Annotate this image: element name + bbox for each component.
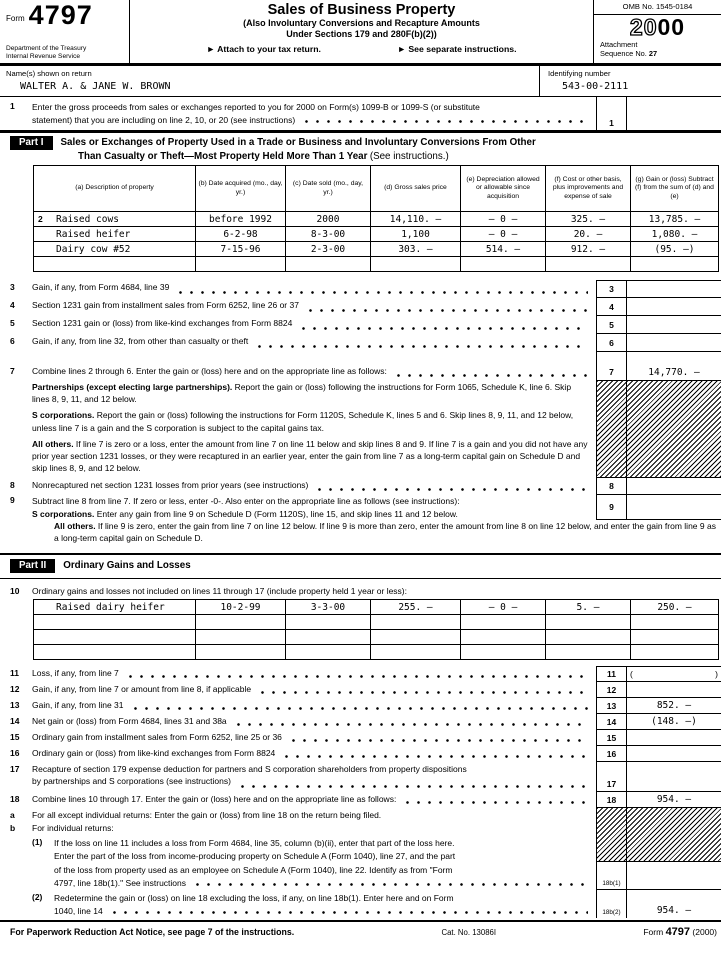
dot-leader: [237, 723, 588, 726]
line-13-row: 13 Gain, if any, from line 31 13 852. –: [0, 698, 721, 714]
line-17-text-1: Recapture of section 179 expense deduction for partners and S corporation shareholders from property dispositions: [32, 764, 467, 775]
line-15-text: Ordinary gain from installment sales from Form 6252, line 25 or 36: [32, 732, 282, 743]
dot-leader: [285, 755, 588, 758]
table-row: Raised dairy heifer 10-2-99 3-3-00 255. – – 0 – 5. – 250. –: [34, 600, 719, 615]
line-9-text: Subtract line 8 from line 7. If zero or less, enter -0-. Also enter on the appropriate line as follows (see instructions):: [32, 496, 460, 507]
line-14-number: 14: [10, 716, 20, 727]
line-18b2-box-label: 18b(2): [596, 890, 626, 918]
part-2-heading: Ordinary Gains and Losses: [63, 560, 191, 572]
footer-form-id: Form 4797 (2000): [643, 926, 717, 939]
part-2-tag: Part II: [10, 559, 55, 573]
line-1-row: [0, 97, 721, 133]
tax-year: 2000: [629, 14, 686, 40]
line-17-row: 17 Recapture of section 179 expense deduction for partners and S corporation shareholders from property dispositions by partnerships and S corporations (see instructions) 17: [0, 762, 721, 792]
col-gain-loss: (g) Gain or (loss) Subtract (f) from the sum of (d) and (e): [631, 166, 719, 212]
line-18b1-text-2: Enter the part of the loss from income-producing property on Schedule A (Form 1040), line 27, and the part: [54, 851, 456, 862]
line-18b2-text-1: Redetermine the gain or (loss) on line 18 excluding the loss, if any, on line 18b(1). Enter here and on Form: [54, 893, 454, 904]
rail-spacer: [0, 352, 721, 364]
line-18b1-box-label: 18b(1): [596, 862, 626, 890]
line-8-text: Nonrecaptured net section 1231 losses from prior years (see instructions): [32, 480, 309, 491]
line-7-amount-box[interactable]: 14,770. –: [626, 364, 721, 381]
line-17-text-2: by partnerships and S corporations (see instructions): [32, 776, 231, 787]
see-instructions-note: ► See separate instructions.: [397, 44, 517, 54]
arrow-right-icon: ►: [206, 44, 216, 54]
line-3-text: Gain, if any, from Form 4684, line 39: [32, 282, 170, 292]
line-9-paragraph-s-corporations: S corporations. Enter any gain from line 9 on Schedule D (Form 1120S), line 15, and skip lines 11 and 12 below.: [32, 508, 458, 519]
dot-leader: [179, 291, 588, 294]
col-cost-basis: (f) Cost or other basis, plus improvements and expense of sale: [546, 166, 631, 212]
part-1-heading-1: Sales or Exchanges of Property Used in a Trade or Business and Involuntary Conversions From Other: [60, 137, 536, 148]
table-row: Raised heifer 6-2-98 8-3-00 1,100 – 0 – 20. – 1,080. –: [34, 227, 719, 242]
line-18b-letter: b: [10, 823, 16, 834]
line-18b1-number: (1): [32, 837, 43, 848]
line-9-paragraph-all-others: All others. If line 9 is zero, enter the gain from line 7 on line 12 below. If line 9 is more than zero, enter the amount from line 8 on line 12 below, and enter the gain from line 9 as a long-term capital gain on Schedule D.: [54, 520, 716, 544]
line-16-row: 16 Ordinary gain or (loss) from like-kind exchanges from Form 8824 16: [0, 746, 721, 762]
line-7-row: 7 Combine lines 2 through 6. Enter the gain or (loss) here and on the appropriate line as follows: 7 14,770. –: [0, 364, 721, 381]
line-1-amount-box[interactable]: [626, 97, 721, 130]
table-row: Dairy cow #52 7-15-96 2-3-00 303. – 514. – 912. – (95. –): [34, 242, 719, 257]
part-1-heading-note: (See instructions.): [369, 151, 449, 162]
form-number: 4797: [28, 0, 93, 30]
table-row: [34, 257, 719, 272]
line-18b-row: [10, 823, 596, 833]
line-18a-text: For all except individual returns: Enter the gain or (loss) from line 18 on the return being filed.: [32, 810, 382, 821]
dot-leader: [134, 707, 589, 710]
dot-leader: [129, 675, 588, 678]
hatched-area: [626, 381, 721, 478]
part-2-property-table: [33, 599, 719, 660]
title-block: [130, 0, 593, 63]
line-18-amount-box[interactable]: 954. –: [626, 792, 721, 808]
table-row: [34, 645, 719, 660]
line-7-paragraph-partnerships: Partnerships (except electing large partnerships). Report the gain or (loss) following the instructions for Form 1065, Schedule K, line 6. Skip lines 8, 9, 11, and 12 below.: [32, 382, 572, 405]
line-13-amount-box[interactable]: 852. –: [626, 698, 721, 714]
name-field[interactable]: WALTER A. & JANE W. BROWN: [20, 81, 171, 92]
catalog-number: Cat. No. 13086I: [441, 928, 497, 938]
line-18b1-text-1: If the loss on line 11 includes a loss from Form 4684, line 35, column (b)(ii), enter that part of the loss here.: [54, 838, 455, 849]
dot-leader: [318, 488, 588, 491]
line-1-text-2: statement) that you are including on line 2, 10, or 20 (see instructions): [32, 115, 296, 125]
paperwork-notice: For Paperwork Reduction Act Notice, see page 7 of the instructions.: [10, 927, 295, 938]
line-6-text: Gain, if any, from line 32, from other than casualty or theft: [32, 336, 249, 346]
line-8-row: 8 Nonrecaptured net section 1231 losses from prior years (see instructions) 8: [0, 478, 721, 495]
line-1-box-label: 1: [596, 97, 626, 130]
table-header-row: [34, 166, 719, 212]
line-3-amount-box[interactable]: [626, 280, 721, 298]
dot-leader: [258, 345, 588, 348]
line-14-text: Net gain or (loss) from Form 4684, lines 31 and 38a: [32, 716, 227, 727]
form-subtitle-1: (Also Involuntary Conversions and Recapture Amounts: [243, 18, 480, 28]
table-row: 2 Raised cows before 1992 2000 14,110. – – 0 – 325. – 13,785. –: [34, 212, 719, 227]
line-17-number: 17: [10, 764, 20, 775]
line-4-text: Section 1231 gain from installment sales from Form 6252, line 26 or 37: [32, 300, 299, 310]
line-7-text: Combine lines 2 through 6. Enter the gain or (loss) here and on the appropriate line as follows:: [32, 366, 387, 376]
arrow-right-icon: ►: [397, 44, 406, 54]
col-date-sold: (c) Date sold (mo., day, yr.): [286, 166, 371, 212]
line-12-amount-box[interactable]: [626, 682, 721, 698]
line-12-text: Gain, if any, from line 7 or amount from line 8, if applicable: [32, 684, 252, 695]
omb-block: [593, 0, 721, 63]
line-6-amount-box[interactable]: [626, 334, 721, 352]
line-18ab-block: [0, 808, 721, 890]
line-18b1-amount-box[interactable]: [626, 862, 721, 890]
line-8-amount-box[interactable]: [626, 478, 721, 495]
hatched-area: [596, 381, 626, 478]
line-18b2-row: [0, 890, 721, 918]
line-18b1-text-4: 4797, line 18b(1)." See instructions: [54, 877, 187, 888]
part-1-band: [0, 133, 721, 165]
line-11-text: Loss, if any, from line 7: [32, 668, 119, 679]
line-5-text: Section 1231 gain or (loss) from like-kind exchanges from Form 8824: [32, 318, 293, 328]
line-9-number: 9: [10, 495, 15, 506]
line-5-number: 5: [10, 318, 15, 328]
line-13-text: Gain, if any, from line 31: [32, 700, 124, 711]
omb-number: OMB No. 1545-0184: [594, 0, 721, 15]
part-1-tag: Part I: [10, 136, 53, 150]
line-14-row: 14 Net gain or (loss) from Form 4684, lines 31 and 38a 14 (148. –): [0, 714, 721, 730]
dot-leader: [397, 374, 588, 377]
identifying-number-field[interactable]: 543-00-2111: [562, 81, 629, 92]
attach-note: ► Attach to your tax return.: [206, 44, 321, 54]
line-11-row: 11 Loss, if any, from line 7 11 ( ): [0, 666, 721, 682]
dot-leader: [113, 911, 588, 914]
table-row: [34, 630, 719, 645]
line-3-row: 3 Gain, if any, from Form 4684, line 39 3: [0, 280, 721, 298]
identifying-number-label: Identifying number: [548, 69, 611, 78]
form-word: Form: [6, 14, 25, 23]
line-18b2-text-2: 1040, line 14: [54, 906, 103, 917]
line-1-number: 1: [10, 101, 15, 111]
line-17-amount-box[interactable]: [626, 762, 721, 792]
part-1-property-table: [33, 165, 719, 272]
line-14-amount-box[interactable]: (148. –): [626, 714, 721, 730]
page-footer: [0, 920, 721, 938]
part-2-band: [0, 553, 721, 579]
line-9-row: 9 Subtract line 8 from line 7. If zero or less, enter -0-. Also enter on the appropriate line as follows (see instructions): S corporations. Enter any gain from line 9 on Schedule D (Form 1120S), line 15, and skip lines 11 and 12 below. 9: [0, 495, 721, 519]
line-16-amount-box[interactable]: [626, 746, 721, 762]
line-10-number: 10: [10, 586, 20, 597]
line-6-row: 6 Gain, if any, from line 32, from other than casualty or theft 6: [0, 334, 721, 352]
line-1-text-1: Enter the gross proceeds from sales or exchanges reported to you for 2000 on Form(s) 1099-B or 1099-S (or substitute: [32, 102, 480, 112]
line-7-number: 7: [10, 366, 15, 376]
line-18b1-paragraph: [32, 837, 596, 890]
form-number-block: [0, 0, 130, 63]
line-18b2-amount-box[interactable]: 954. –: [626, 890, 721, 918]
form-subtitle-2: Under Sections 179 and 280F(b)(2)): [286, 28, 437, 39]
line-7-paragraph-s-corporations: S corporations. Report the gain or (loss) following the instructions for Form 1120S, Schedule K, lines 5 and 6. Skip lines 8, 9, 11, and 12 below, unless line 7 is a gain and the S corporation is subject to the capital gains tax.: [32, 410, 574, 433]
line-13-number: 13: [10, 700, 20, 711]
line-18b1-text-3: of the loss from property used as an employee on Schedule A (Form 1040), line 22. Identify as from "Form: [54, 864, 453, 875]
dot-leader: [196, 883, 588, 886]
line-12-row: 12 Gain, if any, from line 7 or amount from line 8, if applicable 12: [0, 682, 721, 698]
line-16-text: Ordinary gain or (loss) from like-kind exchanges from Form 8824: [32, 748, 276, 759]
line-15-amount-box[interactable]: [626, 730, 721, 746]
dot-leader: [406, 801, 588, 804]
hatched-area: [626, 808, 721, 862]
line-18b2-number: (2): [32, 892, 43, 903]
line-15-number: 15: [10, 732, 20, 743]
line-3-number: 3: [10, 282, 15, 292]
name-row: [0, 66, 721, 97]
col-gross-sales-price: (d) Gross sales price: [371, 166, 461, 212]
table-row: [34, 615, 719, 630]
line-5-amount-box[interactable]: [626, 316, 721, 334]
line-4-amount-box[interactable]: [626, 298, 721, 316]
line-15-row: 15 Ordinary gain from installment sales from Form 6252, line 25 or 36 15: [0, 730, 721, 746]
line-18-text: Combine lines 10 through 17. Enter the gain or (loss) here and on the appropriate line as follows:: [32, 794, 397, 805]
line-18a-letter: a: [10, 810, 15, 821]
dot-leader: [261, 691, 588, 694]
line-18b-text: For individual returns:: [32, 823, 114, 834]
line-10-text: Ordinary gains and losses not included on lines 11 through 17 (include property held 1 year or less):: [32, 586, 408, 597]
line-18a-row: [10, 810, 596, 820]
line-18-row: 18 Combine lines 10 through 17. Enter the gain or (loss) here and on the appropriate line as follows: 18 954. –: [0, 792, 721, 808]
line-16-number: 16: [10, 748, 20, 759]
hatched-area: [596, 808, 626, 862]
dept-treasury: Department of the Treasury: [6, 45, 87, 52]
dot-leader: [309, 309, 588, 312]
line-4-row: 4 Section 1231 gain from installment sales from Form 6252, line 26 or 37 4: [0, 298, 721, 316]
line-4-number: 4: [10, 300, 15, 310]
line-18-number: 18: [10, 794, 20, 805]
line-11-number: 11: [10, 668, 19, 679]
line-6-number: 6: [10, 336, 15, 346]
form-header: [0, 0, 721, 66]
col-depreciation: (e) Depreciation allowed or allowable since acquisition: [461, 166, 546, 212]
line-8-number: 8: [10, 480, 15, 491]
form-title: Sales of Business Property: [267, 2, 456, 18]
attachment-sequence: Attachment Sequence No. 27: [600, 40, 658, 58]
dot-leader: [302, 327, 588, 330]
col-date-acquired: (b) Date acquired (mo., day, yr.): [196, 166, 286, 212]
line-7-instructions: [0, 381, 721, 478]
line-12-number: 12: [10, 684, 20, 695]
dept-irs: Internal Revenue Service: [6, 53, 81, 60]
line-9-amount-box[interactable]: [626, 495, 721, 519]
col-description: (a) Description of property: [34, 166, 196, 212]
line-10-row: [0, 584, 721, 599]
line-18b2-paragraph: [32, 892, 596, 918]
dot-leader: [305, 120, 588, 123]
name-label: Name(s) shown on return: [6, 69, 92, 78]
line-7-paragraph-all-others: All others. If line 7 is zero or a loss, enter the amount from line 7 on line 11 below and skip lines 8 and 9. If line 7 is a gain and you did not have any prior year section 1231 losses, or they were recaptured in an earlier year, enter the gain from line 7 as a long-term capital gain on Schedule D and skip lines 8, 9, and 12 below.: [32, 438, 588, 474]
dot-leader: [241, 785, 588, 788]
line-5-row: 5 Section 1231 gain or (loss) from like-kind exchanges from Form 8824 5: [0, 316, 721, 334]
part-1-heading-2: Than Casualty or Theft—Most Property Held More Than 1 Year: [78, 151, 368, 162]
line-11-amount-box[interactable]: ( ): [626, 666, 721, 682]
dot-leader: [292, 739, 588, 742]
